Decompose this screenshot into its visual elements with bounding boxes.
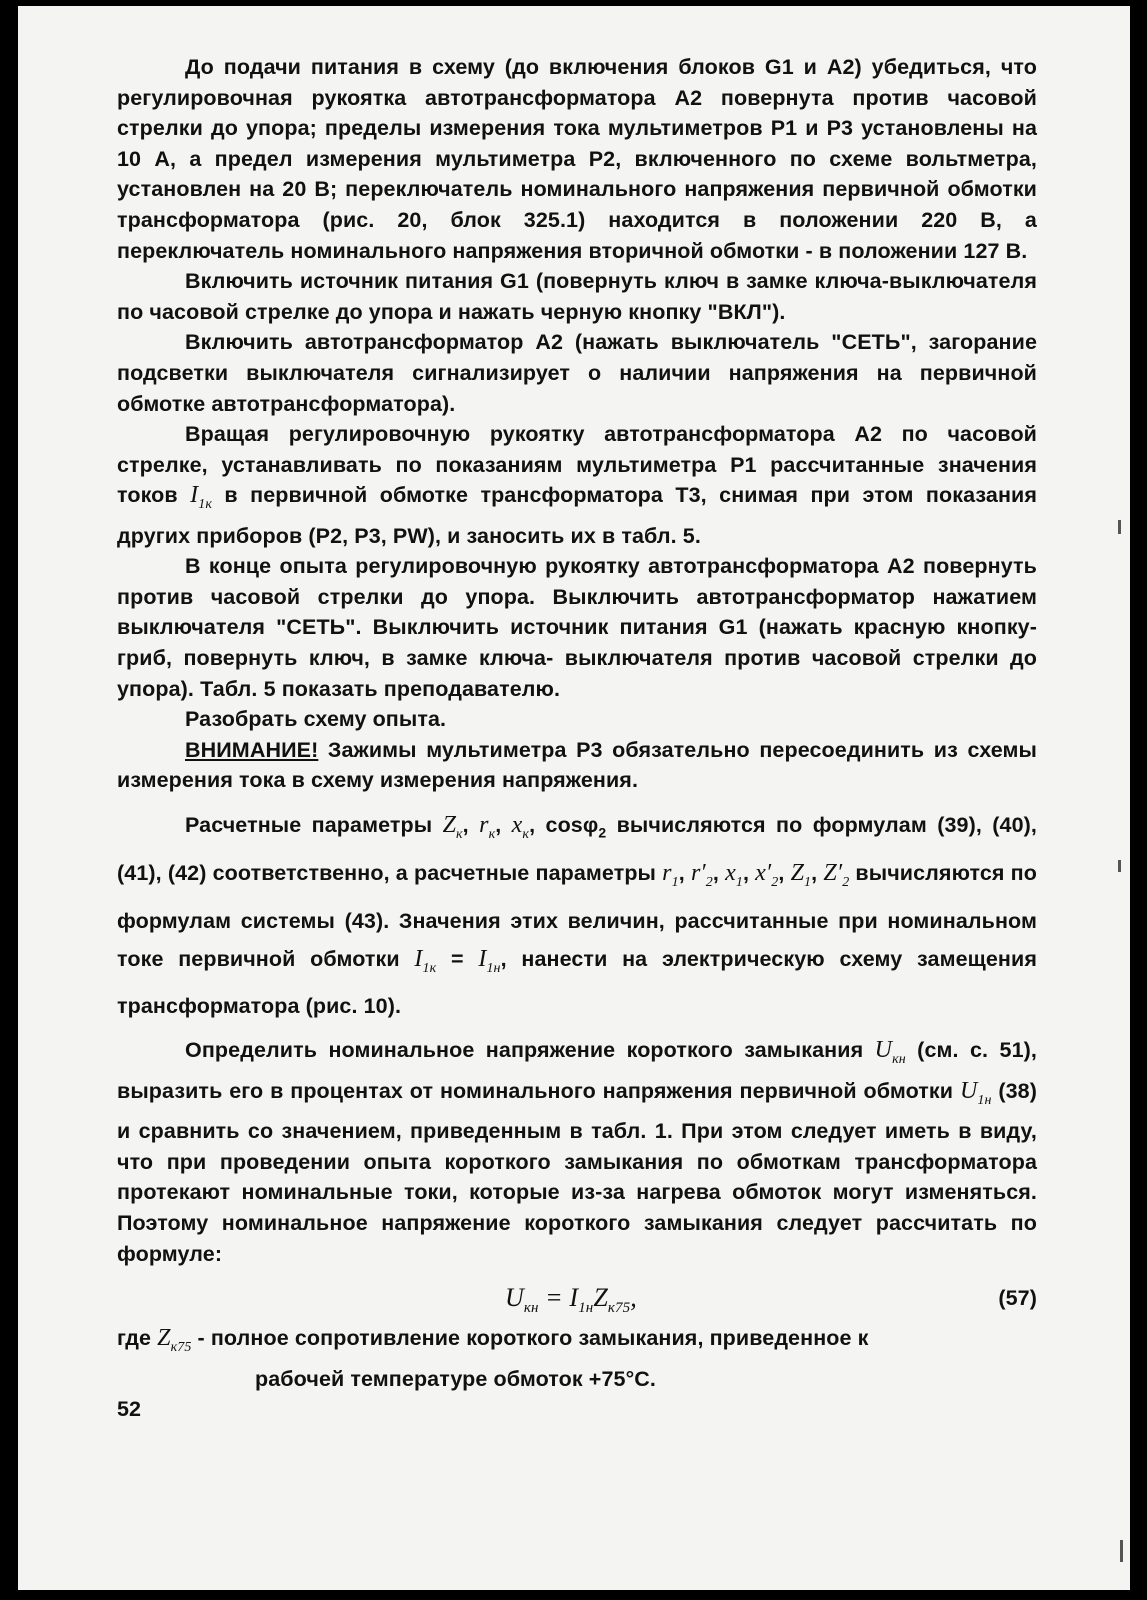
paragraph-disassemble: Разобрать схему опыта. (185, 707, 447, 732)
symbol-Z2-prime: $Z'_2$ (823, 859, 850, 890)
scan-edge-mark (1118, 520, 1121, 534)
symbol-r2-prime: $r'_2$ (690, 859, 713, 890)
symbol-x2-prime: $x'_2$ (755, 859, 779, 890)
formula-number: (57) (998, 1286, 1037, 1311)
paragraph-rotate-knob: Вращая регулировочную рукоятку автотрансформатора А2 по часовой стрелке, устанавливать по показаниям мультиметра Р1 рассчитанные значения токов $I_{1к}$ в первичной обмотке трансформатора Т3, снимая при этом показания других приборов (Р2, Р3, PW), и заносить их в табл. 5. (117, 422, 1037, 548)
symbol-I1n: $I_{1н}$ (478, 945, 501, 976)
symbol-xk: $x_к$ (511, 812, 530, 842)
symbol-Z1: $Z_1$ (790, 859, 812, 890)
symbol-I1k: $I_{1к}$ (414, 945, 437, 976)
symbol-Zk: $Z_к$ (442, 812, 463, 842)
formula-expression: $U_{кн} = I_{1н}Z_{к75}$, (505, 1283, 637, 1317)
paragraph-attention: ВНИМАНИЕ! Зажимы мультиметра Р3 обязательно пересоединить из схемы измерения тока в схему измерения напряжения. (117, 737, 1037, 793)
symbol-U1n: $U_{1н}$ (959, 1077, 992, 1108)
paragraph-calculated-parameters: Расчетные параметры $Z_к$, $r_к$, $x_к$, cosφ$_2$ вычисляются по формулам (39), (40), (41), (42) соответственно, а расчетные параметры $r_1$, $r'_2$, $x_1$, $x'_2$, $Z_1$, $Z'_2$ вычисляются по формулам системы (43). Значения этих величин, рассчитанные при номинальном токе первичной обмотки $I_{1к} = I_{1н}$, нанести на электрическую схему замещения трансформатора (рис. 10). (117, 812, 1037, 1019)
formula-explanation: где $Z_{к75}$ - полное сопротивление короткого замыкания, приведенное к рабочей температуре обмоток +75°С. (117, 1325, 869, 1391)
symbol-rk: $r_к$ (479, 812, 496, 842)
scan-edge-mark (1118, 860, 1121, 872)
symbol-cos-phi2: cosφ$_2$ (545, 813, 607, 841)
symbol-Zk75: $Z_{к75}$ (157, 1325, 192, 1355)
document-body (117, 52, 1037, 1425)
paragraph-preparation: До подачи питания в схему (до включения блоков G1 и А2) убедиться, что регулировочная рукоятка автотрансформатора А2 повернута против часовой стрелки до упора; пределы измерения тока мультиметров Р1 и Р3 установлены на 10 А, а предел измерения мультиметра Р2, включенного по схеме вольтметра, установлен на 20 В; переключатель номинального напряжения первичной обмотки трансформатора (рис. 20, блок 325.1) находится в положении 220 В, а переключатель номинального напряжения вторичной обмотки - в положении 127 В. (117, 55, 1037, 263)
attention-label: ВНИМАНИЕ! (185, 737, 319, 762)
paragraph-power-on: Включить источник питания G1 (повернуть ключ в замке ключа-выключателя по часовой стрелке до упора и нажать черную кнопку "ВКЛ"). (117, 269, 1037, 324)
symbol-r1: $r_1$ (662, 859, 679, 890)
page-number: 52 (117, 1397, 142, 1422)
scan-edge-mark (1120, 1540, 1123, 1562)
symbol-I1k: $I_{1к}$ (190, 482, 212, 513)
formula-57 (117, 1277, 1037, 1323)
paragraph-autotransformer-on: Включить автотрансформатор А2 (нажать выключатель "СЕТЬ", загорание подсветки выключателя сигнализирует о наличии напряжения на первичной обмотке автотрансформатора). (117, 330, 1037, 416)
paragraph-determine-ukn: Определить номинальное напряжение короткого замыкания $U_{кн}$ (см. с. 51), выразить его в процентах от номинального напряжения первичной обмотки $U_{1н}$ (38) и сравнить со значением, приведенным в табл. 1. При этом следует иметь в виду, что при проведении опыта короткого замыкания по обмоткам трансформатора протекают номинальные токи, которые из-за нагрева обмоток могут изменяться. Поэтому номинальное напряжение короткого замыкания следует рассчитать по формуле: (117, 1037, 1037, 1266)
paragraph-end-of-experiment: В конце опыта регулировочную рукоятку автотрансформатора А2 повернуть против часовой стрелки до упора. Выключить автотрансформатор нажатием выключателя "СЕТЬ". Выключить источник питания G1 (нажать красную кнопку-гриб, повернуть ключ, в замке ключа- выключателя против часовой стрелки до упора). Табл. 5 показать преподавателю. (117, 554, 1037, 701)
symbol-Ukn: $U_{кн}$ (874, 1037, 906, 1068)
symbol-x1: $x_1$ (725, 859, 743, 890)
